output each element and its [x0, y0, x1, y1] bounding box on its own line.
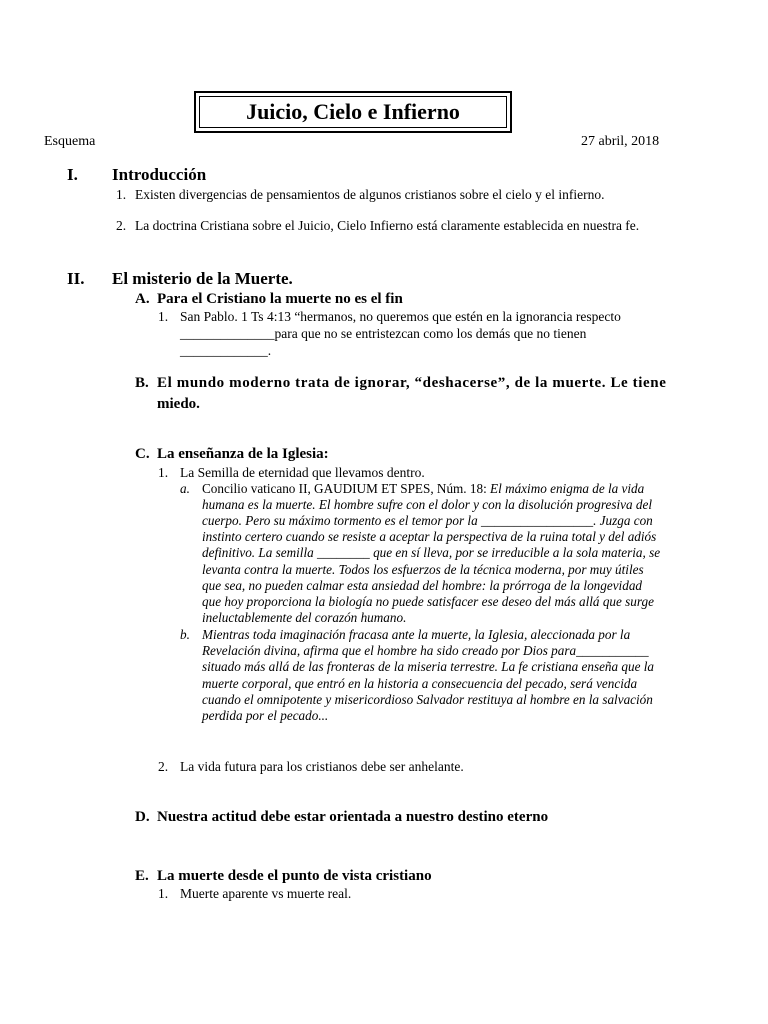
list-number: 1.	[158, 886, 169, 901]
list-number: 1.	[158, 309, 169, 324]
list-number: 1.	[158, 465, 169, 480]
citation-quote: El máximo enigma de la vida	[490, 481, 645, 496]
quote-line: instinto certero cuando se resiste a aceptar la perspectiva de la ruina total y del adiós	[202, 529, 657, 544]
subsection-label: E.	[135, 868, 149, 884]
subsection-label: D.	[135, 809, 150, 825]
list-number: 2.	[116, 218, 127, 233]
subsection-title: Nuestra actitud debe estar orientada a nuestro destino eterno	[157, 809, 549, 825]
list-item-line: _____________.	[180, 343, 272, 358]
section-number: II.	[67, 269, 85, 288]
subsection-title: La enseñanza de la Iglesia:	[157, 446, 329, 462]
subsection-title: Para el Cristiano la muerte no es el fin	[157, 291, 403, 307]
section-title: Introducción	[112, 165, 207, 184]
subsection-label: C.	[135, 446, 150, 462]
quote-line: Mientras toda imaginación fracasa ante la muerte, la Iglesia, aleccionada por la	[202, 627, 631, 642]
subsection-label: A.	[135, 291, 150, 307]
list-item: Existen divergencias de pensamientos de algunos cristianos sobre el cielo y el infierno.	[135, 187, 605, 202]
title-box	[194, 91, 512, 133]
section-number: I.	[67, 165, 78, 184]
quote-line: muerte corporal, que entró en la historia a consecuencia del pecado, será vencida	[202, 676, 638, 691]
header-label: Esquema	[44, 134, 96, 149]
list-item-line: ______________para que no se entristezcan como los demás que no tienen	[180, 326, 587, 341]
document-title: Juicio, Cielo e Infierno	[199, 96, 507, 128]
quote-line: cuando el omnipotente y misericordioso Salvador restituya al hombre en la salvación	[202, 692, 653, 707]
list-item-line: San Pablo. 1 Ts 4:13 “hermanos, no queremos que estén en la ignorancia respecto	[180, 309, 621, 324]
quote-line	[202, 481, 644, 498]
section-title: El misterio de la Muerte.	[112, 269, 293, 288]
list-item: Muerte aparente vs muerte real.	[180, 886, 352, 901]
quote-line: definitivo. La semilla ________ que en sí lleva, por se irreducible a la sola materia, se	[202, 545, 661, 560]
citation-prefix: Concilio vaticano II, GAUDIUM ET SPES, Núm. 18:	[202, 481, 491, 496]
list-item: La Semilla de eternidad que llevamos dentro.	[180, 465, 425, 480]
subsection-title: El mundo moderno trata de ignorar, “deshacerse”, de la muerte. Le tiene	[157, 375, 667, 391]
quote-line: humana es la muerte. El hombre sufre con el dolor y con la disolución progresiva del	[202, 497, 653, 512]
sublist-label: a.	[180, 481, 190, 496]
sublist-label: b.	[180, 627, 190, 642]
quote-line: Revelación divina, afirma que el hombre ha sido creado por Dios para___________	[202, 643, 649, 658]
list-item: La doctrina Cristiana sobre el Juicio, Cielo Infierno está claramente establecida en nuestra fe.	[135, 218, 640, 233]
quote-line: perdida por el pecado...	[202, 708, 329, 723]
list-number: 1.	[116, 187, 127, 202]
quote-line: cuerpo. Pero su máximo tormento es el temor por la _________________. Juzga con	[202, 513, 653, 528]
quote-line: ineluctablemente del corazón humano.	[202, 610, 407, 625]
subsection-title-cont: miedo.	[157, 396, 200, 412]
quote-line: que sea, no pueden calmar esta ansiedad del hombre: la prórroga de la longevidad	[202, 578, 643, 593]
list-item: La vida futura para los cristianos debe ser anhelante.	[180, 759, 464, 774]
subsection-label: B.	[135, 375, 149, 391]
quote-line: situado más allá de las fronteras de la miseria terrestre. La fe cristiana enseña que la	[202, 659, 655, 674]
quote-line: levanta contra la muerte. Todos los esfuerzos de la técnica moderna, por muy útiles	[202, 562, 644, 577]
subsection-title: La muerte desde el punto de vista cristiano	[157, 868, 432, 884]
header-date: 27 abril, 2018	[581, 134, 660, 149]
list-number: 2.	[158, 759, 169, 774]
quote-line: que hoy proporciona la biología no puede satisfacer ese deseo del más allá que surge	[202, 594, 654, 609]
